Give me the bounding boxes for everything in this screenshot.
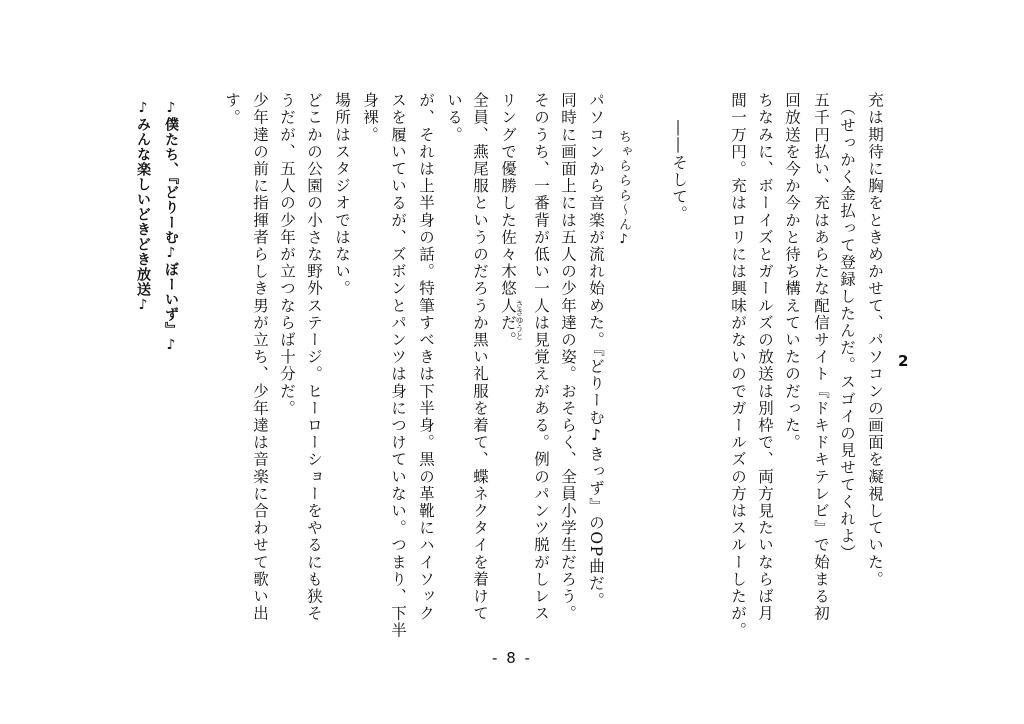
chapter-number: 2: [898, 352, 909, 370]
text-line: す。: [223, 92, 241, 127]
text-line: 身裸。: [361, 92, 379, 144]
page-number: - 8 -: [492, 649, 532, 667]
text-line: ――そして。: [670, 120, 688, 223]
song-lyric-line: ♪みんな楽しいどきどき放送♪: [135, 100, 151, 314]
text-line: いる。: [445, 92, 463, 144]
text-line: 同時に画面上には五人の少年達の姿。おそらく、全員小学生だろう。: [559, 92, 577, 623]
text-line: パソコンから音楽が流れ始めた。『どりーむ♪きっず』のOP曲だ。: [587, 92, 605, 609]
text-line: ちなみに、ボーイズとガールズの放送は別枠で、両方見たいならば月: [756, 92, 774, 623]
text-line: 全員、燕尾服というのだろうか黒い礼服を着て、蝶ネクタイを着けて: [471, 92, 489, 623]
text-line: 充は期待に胸をときめかせて、パソコンの画面を凝視していた。: [866, 92, 884, 588]
text-line: スを履いているが、ズボンとパンツは身につけていない。つまり、下半: [389, 92, 407, 640]
text-line: が、それは上半身の話。特筆すべきは下半身。黒の革靴にハイソック: [417, 92, 435, 623]
text-line: 五千円払い、充はあらたな配信サイト『ドキドキテレビ』で始まる初: [812, 92, 830, 623]
text-line: うだが、五人の少年が立つならば十分だ。: [278, 92, 296, 417]
text-line: そのうち、一番背が低い一人は見覚えがある。例のパンツ脱がしレス: [532, 92, 550, 623]
text-line: 回放送を今か今かと待ち構えていたのだった。: [783, 92, 801, 452]
text-line: 間一万円。充はロリには興味がないのでガールズの方はスルーしたが。: [729, 92, 747, 640]
text-line: 少年達の前に指揮者らしき男が立ち、少年達は音楽に合わせて歌い出: [251, 92, 269, 623]
text-line: リングで優勝した佐々木悠人だ。: [499, 92, 517, 349]
ruby-annotation: さきゆうと: [515, 300, 524, 340]
text-line: 場所はスタジオではない。: [333, 92, 351, 298]
text-line: ちゃららら～ん♪: [616, 130, 631, 249]
text-line: どこかの公園の小さな野外ステージ。ヒーローショーをやるにも狭そ: [305, 92, 323, 623]
song-lyric-line: ♪僕たち、『どりーむ♪ぼーいず』♪: [163, 100, 179, 354]
text-line: （せっかく金払って登録したんだ。スゴイの見せてくれよ）: [838, 100, 856, 562]
